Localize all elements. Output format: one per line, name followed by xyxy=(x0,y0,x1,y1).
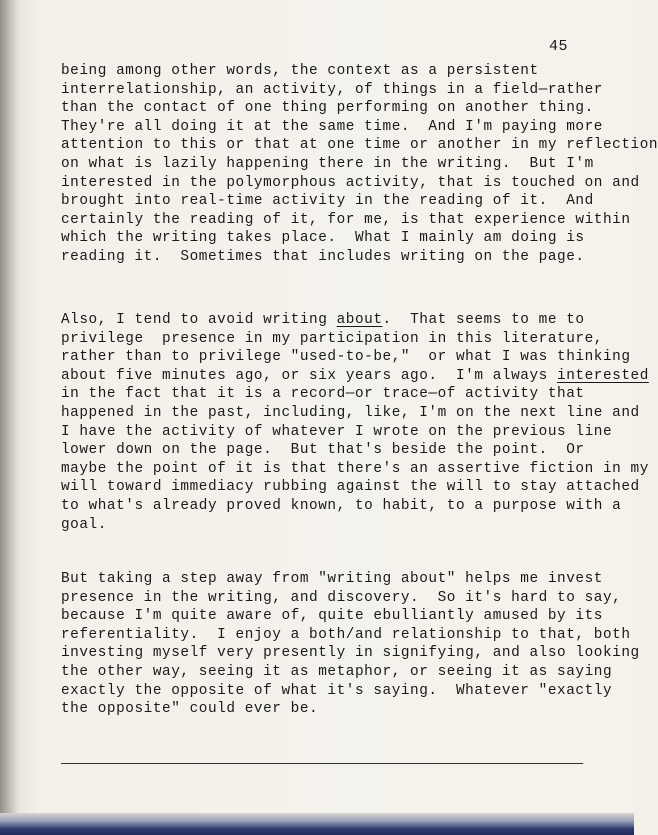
text-line: exactly the opposite of what it's saying. Whatever "exactly xyxy=(61,682,613,699)
text-line: interested in the polymorphous activity, that is touched on and xyxy=(61,174,640,191)
text-segment: Also, I tend to avoid writing xyxy=(61,312,337,328)
text-line: will toward immediacy rubbing against the will to stay attached xyxy=(61,479,640,496)
text-line: They're all doing it at the same time. And I'm paying more xyxy=(61,118,603,135)
text-line: the opposite" could ever be. xyxy=(61,701,319,718)
text-line: interrelationship, an activity, of things in a field—rather xyxy=(61,81,603,98)
text-line: being among other words, the context as a persistent xyxy=(61,63,539,79)
paragraph-1 xyxy=(61,62,658,267)
text-line: presence in the writing, and discovery. So it's hard to say, xyxy=(61,589,622,606)
text-line: happened in the past, including, like, I'm on the next line and xyxy=(61,404,640,421)
paragraph-2 xyxy=(61,311,649,534)
text-line: investing myself very presently in signifying, and also looking xyxy=(61,645,640,662)
page-number: 45 xyxy=(549,38,569,55)
underlined-word-interested: interested xyxy=(557,367,649,384)
text-line: on what is lazily happening there in the writing. But I'm xyxy=(61,155,594,172)
text-line: to what's already proved known, to habit, to a purpose with a xyxy=(61,497,622,514)
text-line: lower down on the page. But that's beside the point. Or xyxy=(61,442,585,459)
text-line: certainly the reading of it, for me, is that experience within xyxy=(61,211,631,228)
text-line: referentiality. I enjoy a both/and relationship to that, both xyxy=(61,626,631,643)
text-line xyxy=(61,311,601,330)
text-line: maybe the point of it is that there's an assertive fiction in my xyxy=(61,460,649,477)
paragraph-3 xyxy=(61,570,640,719)
text-segment: . That seems to me to xyxy=(382,312,585,328)
text-line: which the writing takes place. What I mainly am doing is xyxy=(61,230,585,247)
text-line: because I'm quite aware of, quite ebulliantly amused by its xyxy=(61,608,603,625)
footnote-divider xyxy=(61,763,583,764)
text-line: than the contact of one thing performing on another thing. xyxy=(61,100,594,117)
text-line: I have the activity of whatever I wrote on the previous line xyxy=(61,423,613,440)
text-line: in the fact that it is a record—or trace—of activity that xyxy=(61,386,585,403)
underlined-word-about: about xyxy=(336,312,383,328)
text-line xyxy=(61,367,649,386)
book-cover-edge xyxy=(0,813,634,835)
text-line: rather than to privilege "used-to-be," or what I was thinking xyxy=(61,349,631,366)
text-line: attention to this or that at one time or another in my reflection xyxy=(61,137,658,154)
text-segment: about five minutes ago, or six years ago. I'm always xyxy=(61,367,558,384)
text-line: goal. xyxy=(61,516,107,533)
binding-shadow xyxy=(0,0,18,835)
text-line: reading it. Sometimes that includes writing on the page. xyxy=(61,248,585,265)
text-line: brought into real-time activity in the reading of it. And xyxy=(61,193,594,210)
text-line: But taking a step away from "writing about" helps me invest xyxy=(61,571,603,587)
text-line: the other way, seeing it as metaphor, or seeing it as saying xyxy=(61,663,613,680)
text-line: privilege presence in my participation in this literature, xyxy=(61,330,603,347)
